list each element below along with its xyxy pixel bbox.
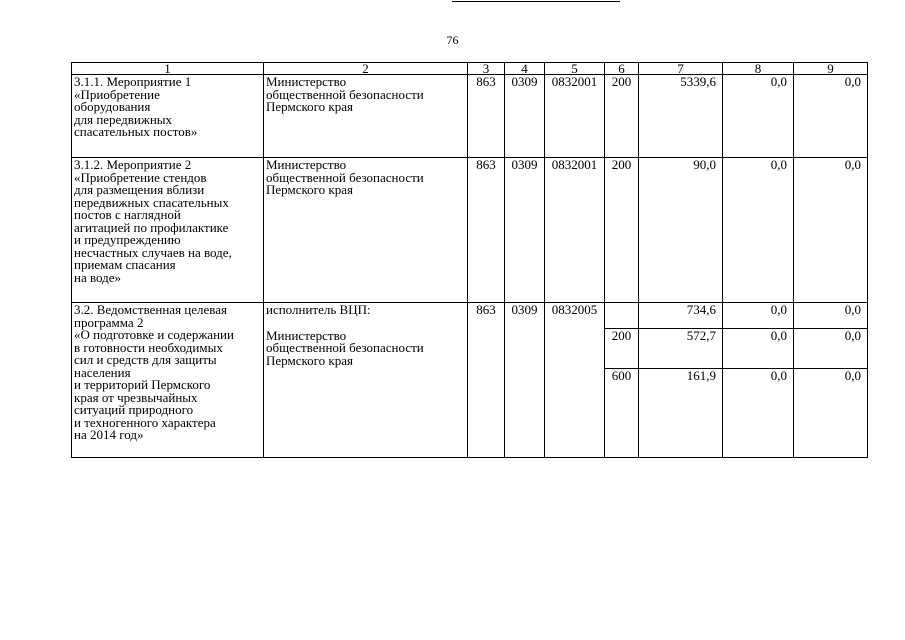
admin-code: 863 — [468, 303, 505, 458]
amount-2014: 90,0 — [639, 158, 723, 303]
table-row — [72, 303, 868, 329]
amount-2016: 0,0 — [794, 329, 868, 369]
col-header-7: 7 — [639, 63, 723, 75]
budget-table — [71, 62, 868, 458]
amount-2016: 0,0 — [794, 369, 868, 458]
col-header-8: 8 — [723, 63, 794, 75]
amount-2015: 0,0 — [723, 158, 794, 303]
executor: Министерство общественной безопасности Пермского края — [264, 158, 468, 303]
executor: Министерство общественной безопасности Пермского края — [264, 329, 468, 458]
amount-2015: 0,0 — [723, 75, 794, 158]
amount-2016: 0,0 — [794, 75, 868, 158]
col-header-6: 6 — [605, 63, 639, 75]
col-header-4: 4 — [505, 63, 545, 75]
table-row — [72, 158, 868, 303]
executor: Министерство общественной безопасности Пермского края — [264, 75, 468, 158]
col-header-2: 2 — [264, 63, 468, 75]
amount-2015: 0,0 — [723, 369, 794, 458]
amount-2016: 0,0 — [794, 303, 868, 329]
amount-2015: 0,0 — [723, 303, 794, 329]
amount-2016: 0,0 — [794, 158, 868, 303]
amount-2014: 5339,6 — [639, 75, 723, 158]
col-header-1: 1 — [72, 63, 264, 75]
target-code: 0832001 — [545, 75, 605, 158]
target-code: 0832001 — [545, 158, 605, 303]
expense-type-code: 200 — [605, 158, 639, 303]
top-rule — [452, 1, 620, 2]
col-header-5: 5 — [545, 63, 605, 75]
measure-name: 3.1.2. Мероприятие 2 «Приобретение стендов для размещения вблизи передвижных спасательных постов с наглядной агитацией по профилактике и предупреждению несчастных случаев на воде, приемам спасания на воде» — [72, 158, 264, 303]
admin-code: 863 — [468, 158, 505, 303]
amount-2014: 734,6 — [639, 303, 723, 329]
col-header-3: 3 — [468, 63, 505, 75]
executor-label: исполнитель ВЦП: — [264, 303, 468, 329]
section-code: 0309 — [505, 303, 545, 458]
measure-name: 3.1.1. Мероприятие 1 «Приобретение оборудования для передвижных спасательных постов» — [72, 75, 264, 158]
program-name: 3.2. Ведомственная целевая программа 2 «О подготовке и содержании в готовности необходимых сил и средств для защиты населения и территорий Пермского края от чрезвычайных ситуаций природного и техногенного характера на 2014 год» — [72, 303, 264, 458]
col-header-9: 9 — [794, 63, 868, 75]
amount-2014: 161,9 — [639, 369, 723, 458]
column-number-row — [72, 63, 868, 75]
admin-code: 863 — [468, 75, 505, 158]
page-number: 76 — [446, 33, 459, 47]
amount-2014: 572,7 — [639, 329, 723, 369]
section-code: 0309 — [505, 75, 545, 158]
expense-type-code: 200 — [605, 75, 639, 158]
section-code: 0309 — [505, 158, 545, 303]
expense-type-code — [605, 303, 639, 329]
expense-type-code: 600 — [605, 369, 639, 458]
table-row — [72, 75, 868, 158]
amount-2015: 0,0 — [723, 329, 794, 369]
target-code: 0832005 — [545, 303, 605, 458]
expense-type-code: 200 — [605, 329, 639, 369]
